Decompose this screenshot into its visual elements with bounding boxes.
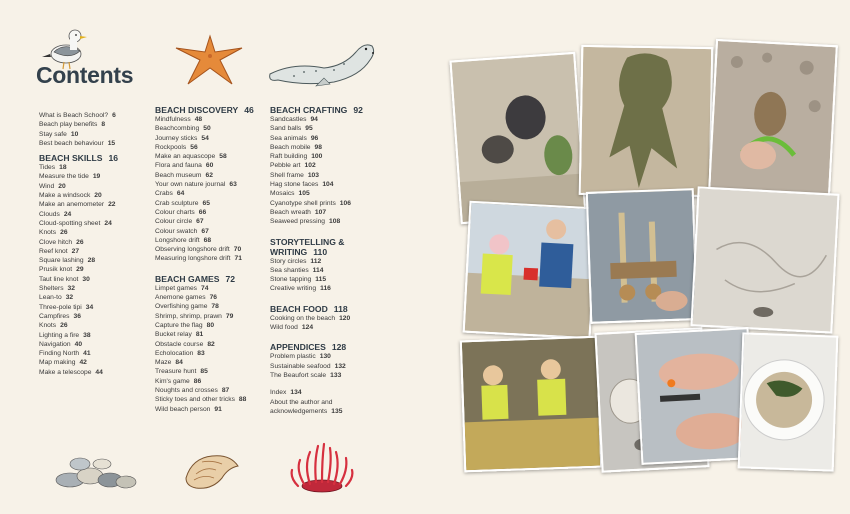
section-heading-appendices[interactable]: APPENDICES 128 [270, 342, 347, 353]
toc-entry-title: Wild food [270, 324, 298, 332]
toc-entry-raft-building[interactable] [270, 152, 363, 161]
toc-entry-knots[interactable] [39, 228, 118, 237]
toc-entry-page: 88 [238, 396, 247, 404]
toc-entry-page: 48 [194, 116, 203, 123]
toc-entry-title: Limpet games [155, 284, 198, 292]
toc-entry-title: Campfires [39, 312, 70, 320]
toc-entry-title: Shelters [39, 285, 64, 293]
toc-entry-page: 94 [310, 116, 318, 123]
toc-entry-page: 91 [214, 405, 222, 413]
toc-entry-page: 81 [195, 331, 204, 339]
toc-entry-title: Lighting a fire [39, 331, 80, 339]
toc-entry-page: 56 [190, 143, 198, 151]
toc-entry-page: 133 [330, 371, 342, 379]
toc-entry-tides[interactable] [39, 163, 118, 172]
toc-entry-observing-longshore-drift[interactable] [155, 245, 254, 254]
toc-entry-title: Knots [39, 229, 57, 237]
toc-entry-title: Navigation [39, 340, 71, 348]
toc-entry-knots[interactable] [39, 321, 118, 330]
photo-child-and-woman-with-bucket [463, 201, 598, 340]
toc-entry-stay-safe[interactable] [39, 130, 118, 139]
toc-entry-what-is-beach-school[interactable] [39, 111, 118, 120]
toc-entry-best-beach-behaviour[interactable] [39, 139, 118, 148]
toc-entry-title: Make an aquascope [155, 153, 216, 161]
toc-entry-title: Clove hitch [39, 238, 73, 246]
section-heading-beach-crafting[interactable]: BEACH CRAFTING 92 [270, 105, 363, 115]
toc-entry-page: 78 [211, 303, 219, 311]
toc-entry-page: 27 [71, 247, 80, 255]
toc-entry-title: About the author and [270, 398, 333, 406]
toc-entry-page: 102 [304, 162, 316, 170]
toc-entry-cyanotype-shell-prints[interactable] [270, 199, 363, 208]
toc-entry-title: What is Beach School? [39, 112, 109, 119]
toc-entry-page: 124 [301, 324, 314, 332]
toc-entry-acknowledgements[interactable] [270, 407, 363, 416]
toc-entry-title: Clouds [39, 210, 60, 218]
toc-entry-title: Overfishing game [155, 303, 208, 311]
toc-entry-shelters[interactable] [39, 284, 118, 293]
toc-entry-title: Sea animals [270, 134, 307, 142]
seal-illustration [264, 38, 378, 88]
toc-entry-the-beaufort-scale[interactable] [270, 371, 363, 380]
toc-entry-title: Shrimp, shrimp, prawn [155, 312, 222, 320]
toc-entry-title: Crabs [155, 190, 173, 198]
toc-entry-beach-museum[interactable] [155, 171, 254, 180]
toc-entry-colour-swatch[interactable] [155, 227, 254, 236]
toc-entry-clouds[interactable] [39, 210, 118, 219]
toc-entry-title: Prusik knot [39, 266, 73, 274]
toc-entry-page: 135 [331, 407, 343, 415]
toc-entry-page: 80 [206, 321, 215, 329]
toc-entry-page: 58 [219, 153, 227, 161]
toc-entry-crabs[interactable] [155, 189, 254, 198]
toc-entry-page: 82 [207, 340, 215, 348]
toc-entry-page: 67 [196, 218, 204, 226]
toc-entry-page: 106 [339, 199, 351, 207]
toc-entry-page: 85 [200, 368, 208, 376]
toc-entry-title: Colour swatch [155, 227, 198, 235]
starfish-icon [172, 32, 248, 88]
toc-entry-page: 114 [312, 266, 324, 274]
toc-entry-title: acknowledgements [270, 407, 328, 415]
toc-entry-title: Best beach behaviour [39, 139, 104, 147]
toc-entry-title: Mosaics [270, 190, 295, 198]
toc-entry-title: Beach mobile [270, 143, 311, 151]
photo-seaweed-in-bowl [738, 332, 839, 471]
photo-children-digging-sand [449, 52, 586, 224]
toc-entry-wild-food[interactable] [270, 323, 363, 332]
toc-entry-page: 42 [79, 359, 87, 367]
photo-sand-drawing [690, 186, 839, 333]
toc-entry-title: Sand balls [270, 125, 302, 133]
toc-entry-page: 86 [193, 377, 202, 385]
toc-entry-page: 104 [322, 181, 334, 189]
toc-entry-page: 8 [101, 121, 106, 129]
toc-entry-page: 41 [83, 350, 91, 358]
toc-entry-page: 100 [311, 153, 323, 161]
section-heading-beach-games[interactable]: BEACH GAMES 72 [155, 273, 236, 284]
toc-entry-title: Crab sculpture [155, 199, 199, 207]
toc-entry-page: 54 [201, 134, 209, 142]
toc-entry-title: Sticky toes and other tricks [155, 396, 235, 404]
toc-entry-make-a-telescope[interactable] [39, 368, 118, 377]
toc-entry-wild-beach-person[interactable] [155, 405, 254, 414]
toc-entry-page: 36 [73, 312, 81, 320]
toc-entry-page: 38 [83, 331, 91, 339]
toc-entry-title: Journey sticks [155, 134, 198, 142]
photo-children-at-rockpool [460, 336, 603, 473]
toc-entry-title: Longshore drift [155, 236, 200, 244]
toc-entry-beach-play-benefits[interactable] [39, 120, 118, 129]
toc-entry-title: Stone tapping [270, 276, 312, 284]
toc-entry-title: Sandcastles [270, 116, 307, 123]
toc-entry-page: 96 [310, 134, 319, 142]
toc-entry-title: Stay safe [39, 130, 67, 138]
toc-entry-make-an-aquascope[interactable] [155, 152, 254, 161]
toc-entry-page: 40 [74, 340, 83, 348]
toc-entry-page: 84 [175, 359, 183, 367]
toc-entry-title: Obstacle course [155, 340, 204, 348]
toc-entry-page: 32 [67, 285, 75, 293]
toc-entry-page: 32 [65, 294, 74, 302]
toc-entry-cooking-on-the-beach[interactable] [270, 314, 363, 323]
toc-entry-sea-animals[interactable] [270, 134, 363, 143]
section-heading-beach-food[interactable]: BEACH FOOD 118 [270, 303, 348, 314]
toc-entry-shrimp-shrimp-prawn[interactable] [155, 312, 254, 321]
toc-entry-title: Beachcombing [155, 125, 200, 133]
toc-entry-title: Noughts and crosses [155, 387, 218, 395]
toc-entry-page: 105 [298, 190, 310, 198]
spacer [270, 227, 363, 232]
section-heading-beach-discovery[interactable]: BEACH DISCOVERY 46 [155, 105, 254, 115]
toc-entry-title: Creative writing [270, 285, 317, 293]
toc-entry-sand-balls[interactable] [270, 124, 363, 133]
toc-entry-rockpools[interactable] [155, 143, 254, 152]
toc-entry-title: The Beaufort scale [270, 371, 327, 379]
toc-entry-clove-hitch[interactable] [39, 238, 118, 247]
section-heading-beach-skills[interactable]: BEACH SKILLS 16 [39, 153, 119, 164]
toc-entry-page: 19 [92, 173, 101, 181]
page-title: Contents [36, 62, 134, 88]
toc-entry-about-the-author-and[interactable] [270, 398, 363, 407]
toc-entry-stone-tapping[interactable] [270, 275, 363, 284]
toc-entry-title: Echolocation [155, 349, 194, 357]
toc-entry-title: Capture the flag [155, 321, 203, 329]
toc-entry-title: Beach play benefits [39, 121, 98, 129]
toc-entry-sea-shanties[interactable] [270, 266, 363, 275]
toc-entry-page: 6 [112, 112, 116, 119]
toc-entry-finding-north[interactable] [39, 349, 118, 358]
toc-entry-page: 71 [234, 255, 242, 263]
starfish-illustration [172, 32, 248, 88]
toc-entry-page: 130 [319, 353, 331, 361]
toc-entry-page: 67 [201, 227, 209, 235]
toc-entry-page: 70 [233, 246, 242, 254]
sea-anemone-illustration [290, 440, 354, 494]
toc-entry-title: Anemone games [155, 294, 206, 302]
toc-entry-page: 68 [203, 236, 212, 244]
toc-entry-title: Cloud-spotting sheet [39, 219, 101, 227]
toc-entry-maze[interactable] [155, 358, 254, 367]
toc-entry-page: 26 [60, 229, 68, 237]
toc-entry-reef-knot[interactable] [39, 247, 118, 256]
toc-entry-page: 10 [70, 130, 79, 138]
toc-entry-wind[interactable] [39, 182, 118, 191]
toc-entry-page: 44 [95, 368, 103, 376]
toc-entry-title: Lean-to [39, 294, 62, 302]
toc-entry-page: 134 [290, 389, 302, 397]
toc-entry-creative-writing[interactable] [270, 284, 363, 293]
toc-entry-title: Tides [39, 164, 56, 172]
toc-entry-page: 64 [176, 190, 185, 198]
toc-entry-campfires[interactable] [39, 312, 118, 321]
toc-entry-title: Hag stone faces [270, 181, 319, 189]
toc-entry-page: 28 [87, 257, 96, 265]
toc-entry-page: 103 [307, 171, 319, 179]
toc-entry-colour-charts[interactable] [155, 208, 254, 217]
toc-entry-seaweed-pressing[interactable] [270, 217, 363, 226]
toc-entry-anemone-games[interactable] [155, 293, 254, 302]
whelk-shell-icon [182, 448, 242, 494]
toc-entry-title: Sea shanties [270, 266, 309, 274]
toc-entry-title: Measuring longshore drift [155, 255, 231, 263]
toc-entry-make-an-anemometer[interactable] [39, 200, 118, 209]
toc-entry-title: Colour charts [155, 208, 195, 216]
toc-entry-prusik-knot[interactable] [39, 265, 118, 274]
toc-entry-beachcombing[interactable] [155, 124, 254, 133]
photo-driftwood-raft-craft [586, 188, 699, 324]
toc-entry-page: 107 [314, 208, 327, 216]
toc-entry-measuring-longshore-drift[interactable] [155, 254, 254, 263]
toc-entry-title: Make an anemometer [39, 201, 105, 209]
toc-entry-page: 20 [94, 192, 102, 200]
toc-entry-kim-s-game[interactable] [155, 377, 254, 386]
pebbles-icon [52, 452, 138, 492]
toc-entry-overfishing-game[interactable] [155, 302, 254, 311]
toc-entry-page: 95 [305, 125, 313, 133]
toc-entry-noughts-and-crosses[interactable] [155, 386, 254, 395]
toc-entry-page: 60 [205, 162, 214, 170]
toc-entry-page: 66 [198, 208, 207, 216]
toc-entry-title: Maze [155, 359, 172, 367]
whelk-shell-illustration [182, 448, 242, 494]
toc-entry-navigation[interactable] [39, 340, 118, 349]
spacer [270, 332, 363, 337]
toc-entry-page: 132 [334, 362, 346, 370]
toc-entry-page: 24 [104, 219, 112, 227]
photo-seaweed-figure-on-sand [579, 45, 714, 197]
toc-entry-three-pole-tipi[interactable] [39, 303, 118, 312]
toc-entry-title: Flora and fauna [155, 162, 202, 170]
toc-entry-title: Colour circle [155, 218, 193, 226]
spacer [270, 380, 363, 388]
toc-entry-page: 76 [209, 294, 218, 302]
toc-entry-title: Taut line knot [39, 275, 79, 283]
toc-entry-page: 18 [59, 164, 67, 172]
toc-entry-story-circles[interactable] [270, 257, 363, 266]
toc-entry-title: Treasure hunt [155, 368, 197, 376]
toc-entry-crab-sculpture[interactable] [155, 199, 254, 208]
photo-hag-stone-with-rope [708, 39, 838, 197]
toc-entry-measure-the-tide[interactable] [39, 172, 118, 181]
toc-entry-flora-and-fauna[interactable] [155, 161, 254, 170]
toc-entry-capture-the-flag[interactable] [155, 321, 254, 330]
toc-entry-title: Measure the tide [39, 173, 89, 181]
toc-entry-square-lashing[interactable] [39, 256, 118, 265]
toc-entry-page: 87 [221, 387, 230, 395]
toc-entry-title: Raft building [270, 153, 308, 161]
toc-entry-title: Square lashing [39, 257, 84, 265]
toc-entry-your-own-nature-journal[interactable] [155, 180, 254, 189]
toc-entry-title: Wild beach person [155, 405, 211, 413]
toc-entry-title: Cooking on the beach [270, 314, 336, 322]
toc-entry-mindfulness[interactable] [155, 115, 254, 124]
toc-entry-page: 50 [203, 125, 211, 133]
toc-entry-mosaics[interactable] [270, 189, 363, 198]
toc-entry-title: Kim's game [155, 377, 190, 385]
toc-entry-problem-plastic[interactable] [270, 352, 363, 361]
pebbles-illustration [52, 452, 138, 492]
toc-entry-shell-frame[interactable] [270, 171, 363, 180]
toc-entry-title: Seaweed pressing [270, 218, 326, 226]
toc-entry-treasure-hunt[interactable] [155, 367, 254, 376]
toc-entry-title: Story circles [270, 257, 307, 265]
toc-entry-page: 34 [85, 303, 94, 311]
toc-entry-title: Your own nature journal [155, 181, 226, 189]
toc-entry-title: Shell frame [270, 171, 304, 179]
toc-entry-make-a-windsock[interactable] [39, 191, 118, 200]
toc-entry-page: 79 [225, 312, 234, 320]
toc-entry-limpet-games[interactable] [155, 284, 254, 293]
toc-entry-hag-stone-faces[interactable] [270, 180, 363, 189]
toc-entry-page: 98 [314, 143, 322, 151]
toc-entry-bucket-relay[interactable] [155, 330, 254, 339]
toc-entry-title: Make a telescope [39, 368, 92, 376]
toc-entry-lean-to[interactable] [39, 293, 118, 302]
toc-entry-lighting-a-fire[interactable] [39, 331, 118, 340]
toc-entry-title: Index [270, 389, 287, 397]
toc-column-2 [155, 105, 254, 414]
toc-entry-title: Beach museum [155, 171, 202, 179]
toc-entry-title: Mindfulness [155, 116, 191, 123]
toc-entry-beach-mobile[interactable] [270, 143, 363, 152]
spacer [270, 294, 363, 299]
toc-entry-colour-circle[interactable] [155, 217, 254, 226]
toc-entry-title: Make a windsock [39, 192, 91, 200]
toc-entry-title: Cyanotype shell prints [270, 199, 336, 207]
toc-column-3 [270, 105, 363, 416]
toc-entry-echolocation[interactable] [155, 349, 254, 358]
seal-icon [264, 38, 378, 88]
toc-entry-sticky-toes-and-other-tricks[interactable] [155, 395, 254, 404]
toc-entry-title: Finding North [39, 350, 80, 358]
toc-entry-page: 116 [320, 285, 331, 293]
toc-entry-page: 22 [108, 201, 116, 209]
toc-entry-page: 65 [202, 199, 210, 207]
toc-entry-title: Wind [39, 182, 55, 190]
toc-entry-map-making[interactable] [39, 358, 118, 367]
spacer [155, 264, 254, 269]
section-heading-storytelling[interactable]: STORYTELLING & WRITING 110 [270, 236, 345, 257]
toc-entry-page: 15 [107, 139, 116, 147]
photo-lighting-fire-with-flint [635, 327, 756, 465]
toc-entry-page: 74 [201, 284, 209, 292]
toc-entry-page: 83 [197, 349, 205, 357]
toc-entry-page: 62 [205, 171, 213, 179]
toc-entry-journey-sticks[interactable] [155, 134, 254, 143]
toc-entry-page: 120 [339, 314, 351, 322]
toc-entry-cloud-spotting-sheet[interactable] [39, 219, 118, 228]
toc-entry-title: Pebble art [270, 162, 301, 170]
toc-entry-title: Observing longshore drift [155, 246, 230, 254]
toc-entry-page: 26 [60, 322, 68, 330]
toc-entry-sandcastles[interactable] [270, 115, 363, 124]
toc-entry-title: Bucket relay [155, 331, 192, 339]
toc-entry-title: Sustainable seafood [270, 362, 331, 370]
toc-entry-page: 29 [76, 266, 84, 274]
toc-entry-page: 30 [82, 275, 90, 283]
sea-anemone-icon [290, 440, 354, 494]
toc-entry-page: 24 [63, 210, 72, 218]
toc-entry-page: 63 [229, 181, 237, 189]
toc-entry-sustainable-seafood[interactable] [270, 362, 363, 371]
toc-entry-page: 26 [76, 238, 84, 246]
toc-entry-page: 20 [58, 182, 66, 190]
toc-entry-taut-line-knot[interactable] [39, 275, 118, 284]
toc-entry-title: Beach wreath [270, 208, 311, 216]
toc-entry-title: Rockpools [155, 143, 187, 151]
toc-entry-title: Map making [39, 359, 76, 367]
toc-entry-beach-wreath[interactable] [270, 208, 363, 217]
toc-entry-obstacle-course[interactable] [155, 340, 254, 349]
toc-entry-title: Three-pole tipi [39, 303, 82, 311]
toc-entry-title: Problem plastic [270, 353, 316, 361]
toc-entry-index[interactable] [270, 388, 363, 397]
toc-entry-title: Reef knot [39, 247, 68, 255]
toc-entry-page: 112 [310, 257, 322, 265]
toc-entry-pebble-art[interactable] [270, 161, 363, 170]
toc-entry-page: 115 [315, 276, 327, 284]
toc-column-1 [39, 111, 118, 377]
toc-entry-page: 108 [329, 218, 341, 226]
toc-entry-title: Knots [39, 322, 57, 330]
toc-entry-longshore-drift[interactable] [155, 236, 254, 245]
